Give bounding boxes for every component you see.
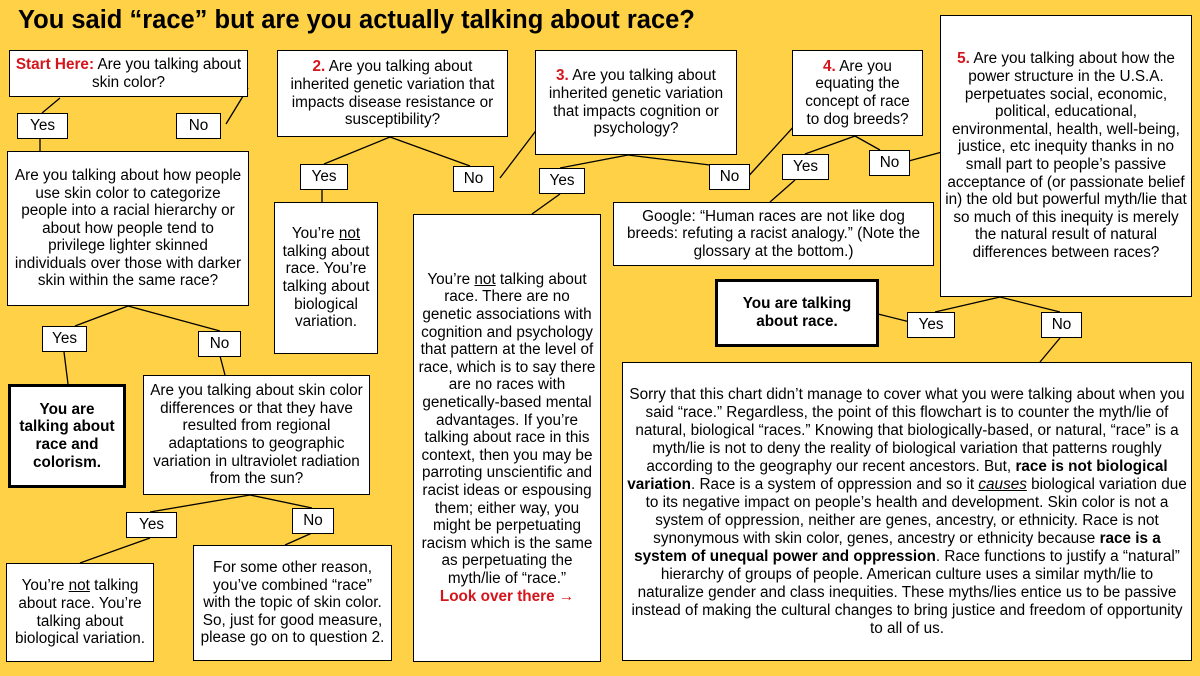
result-biological-variation-2-box: [274, 202, 378, 354]
q1b-yes-label: Yes: [126, 512, 177, 538]
q1a-yes-label: Yes: [42, 326, 87, 352]
result-racism-box: [413, 214, 601, 662]
q1a-no-label: No: [198, 331, 241, 357]
sorry-text-2: . Race is a system of oppression and so it: [691, 475, 979, 493]
question-1-box: [9, 50, 248, 97]
result-racism-not: not: [474, 270, 496, 288]
question-4-box: [792, 50, 923, 136]
q1b-no-label: No: [292, 508, 334, 534]
connector: [42, 98, 60, 113]
connector: [805, 136, 855, 154]
connector: [285, 533, 312, 545]
question-1a-box: [7, 151, 249, 306]
connector: [1000, 297, 1060, 312]
result-biological-variation-1-box: [6, 563, 154, 662]
question-1b-text: Are you talking about skin color differences or that they have resulted from regional adaptations to geographic variation in ultraviolet radiation from the sun?: [150, 382, 363, 488]
q4-yes-label: Yes: [782, 154, 829, 180]
connector: [628, 155, 718, 166]
sorry-explanation-box: [622, 362, 1192, 661]
sorry-text-1: Sorry that this chart didn’t manage to cover what you were talking about when you said “race.” Regardless, the point of this flowchart is to counter the myth/lie of natural, biological “races.” Knowing that biologically-based, or natural, “race” is a myth/lie is not to deny the reality of biological variation that patterns roughly according to the geography our recent ancestors. But,: [629, 385, 1185, 475]
sorry-text-3: biological variation due to its negative impact on people’s health and development. Skin color is not a system of oppression, neither are genes, ancestry, or ethnicity. Race is not synonymous with skin color, genes, ancestry or ethnicity because: [645, 475, 1187, 547]
start-here-label: Start Here:: [15, 55, 95, 73]
sorry-text-4: . Race functions to justify a “natural” hierarchy of groups of people. American culture uses a similar myth/lie to naturalize gender and class inequities. These myths/lies entice us to be passive instead of making the cultural changes to bring justice and freedom of opportunity to all of us.: [631, 547, 1183, 637]
connector: [855, 136, 880, 150]
question-5-text: Are you talking about how the power structure in the U.S.A. perpetuates social, economic, political, educational, environmental, health, well-being, justice, etc inequity thanks in no small part to people’s passive acceptance of (or passionate belief in) the old but powerful myth/lie that so much of this inequity is merely the natural result of natural differences between races?: [945, 50, 1187, 261]
sorry-bold-1: race is not biological variation: [627, 457, 1168, 493]
page-title: You said “race” but are you actually talking about race?: [18, 6, 695, 34]
result-bio1-pre: You’re: [21, 577, 69, 595]
q3-no-label: No: [709, 164, 750, 190]
question-3-box: [535, 50, 737, 155]
result-bio1-not: not: [68, 577, 90, 595]
q3-yes-label: Yes: [539, 168, 585, 194]
question-1-text: Are you talking about skin color?: [91, 55, 242, 91]
result-bio2-post: talking about race. You’re talking about biological variation.: [282, 242, 370, 331]
connector: [220, 356, 225, 375]
connector: [1040, 338, 1060, 362]
connector: [324, 137, 390, 164]
sorry-bold-2: race is a system of unequal power and oppression: [634, 529, 1161, 565]
look-over-there-link: Look over there →: [439, 587, 575, 605]
q2-yes-label: Yes: [300, 164, 348, 190]
result-colorism-text: You are talking about race and colorism.: [19, 400, 115, 471]
question-3-text: Are you talking about inherited genetic variation that impacts cognition or psychology?: [548, 67, 724, 138]
question-2-text: Are you talking about inherited genetic variation that impacts disease resistance or susceptibility?: [290, 58, 495, 129]
result-other-reason-box: [193, 545, 392, 661]
connector: [770, 180, 795, 202]
question-4-number: 4.: [823, 57, 836, 75]
result-other-reason-text: For some other reason, you’ve combined “race” with the topic of skin color. So, just for good measure, please go on to question 2.: [200, 559, 385, 647]
result-race-text: You are talking about race.: [742, 295, 852, 330]
result-bio2-not: not: [338, 225, 361, 243]
question-4-text: Are you equating the concept of race to dog breeds?: [805, 57, 910, 128]
connector: [560, 155, 628, 168]
result-colorism-box: [8, 384, 126, 488]
q1-yes-label: Yes: [17, 113, 68, 139]
connector: [390, 137, 470, 166]
connector: [905, 152, 942, 162]
result-bio1-post: talking about race. You’re talking about biological variation.: [14, 577, 146, 648]
q4-no-label: No: [869, 150, 910, 176]
question-1b-box: [143, 375, 370, 495]
result-racism-text: talking about race. There are no genetic associations with cognition and psychology that pattern at the level of race, which is to say there are no races with genetically-based mental advantages. If you’re talking about race in this context, then you may be parroting unscientific and racist ideas or espousing them; either way, you might be perpetuating racism which is the same as perpetuating the myth/lie of “race.”: [418, 270, 596, 587]
result-race-box: [715, 279, 879, 347]
q1-no-label: No: [176, 113, 221, 139]
connector: [935, 297, 1000, 312]
question-2-box: [277, 50, 508, 137]
q5-yes-label: Yes: [907, 312, 955, 338]
result-racism-pre: You’re: [427, 270, 475, 288]
sorry-causes-emphasis: causes: [978, 475, 1027, 493]
connector: [150, 495, 250, 512]
result-bio2-pre: You’re: [291, 225, 339, 243]
question-2-number: 2.: [312, 58, 326, 76]
connector: [128, 306, 220, 331]
connector: [532, 194, 560, 214]
question-3-number: 3.: [556, 67, 569, 85]
connector: [64, 352, 68, 384]
connector: [878, 314, 910, 322]
q2-no-label: No: [453, 166, 494, 192]
q5-no-label: No: [1041, 312, 1082, 338]
connector: [250, 495, 312, 508]
result-google-box: [613, 202, 934, 266]
question-5-box: [940, 15, 1192, 297]
question-5-number: 5.: [957, 50, 970, 68]
question-1a-text: Are you talking about how people use skin color to categorize people into a racial hierarchy or about how people tend to privilege lighter skinned individuals over those with darker skin within the same race?: [14, 166, 242, 290]
result-google-text: Google: “Human races are not like dog breeds: refuting a racist analogy.” (Note the glossary at the bottom.): [626, 207, 921, 260]
connector: [75, 306, 128, 326]
connector: [80, 538, 150, 563]
